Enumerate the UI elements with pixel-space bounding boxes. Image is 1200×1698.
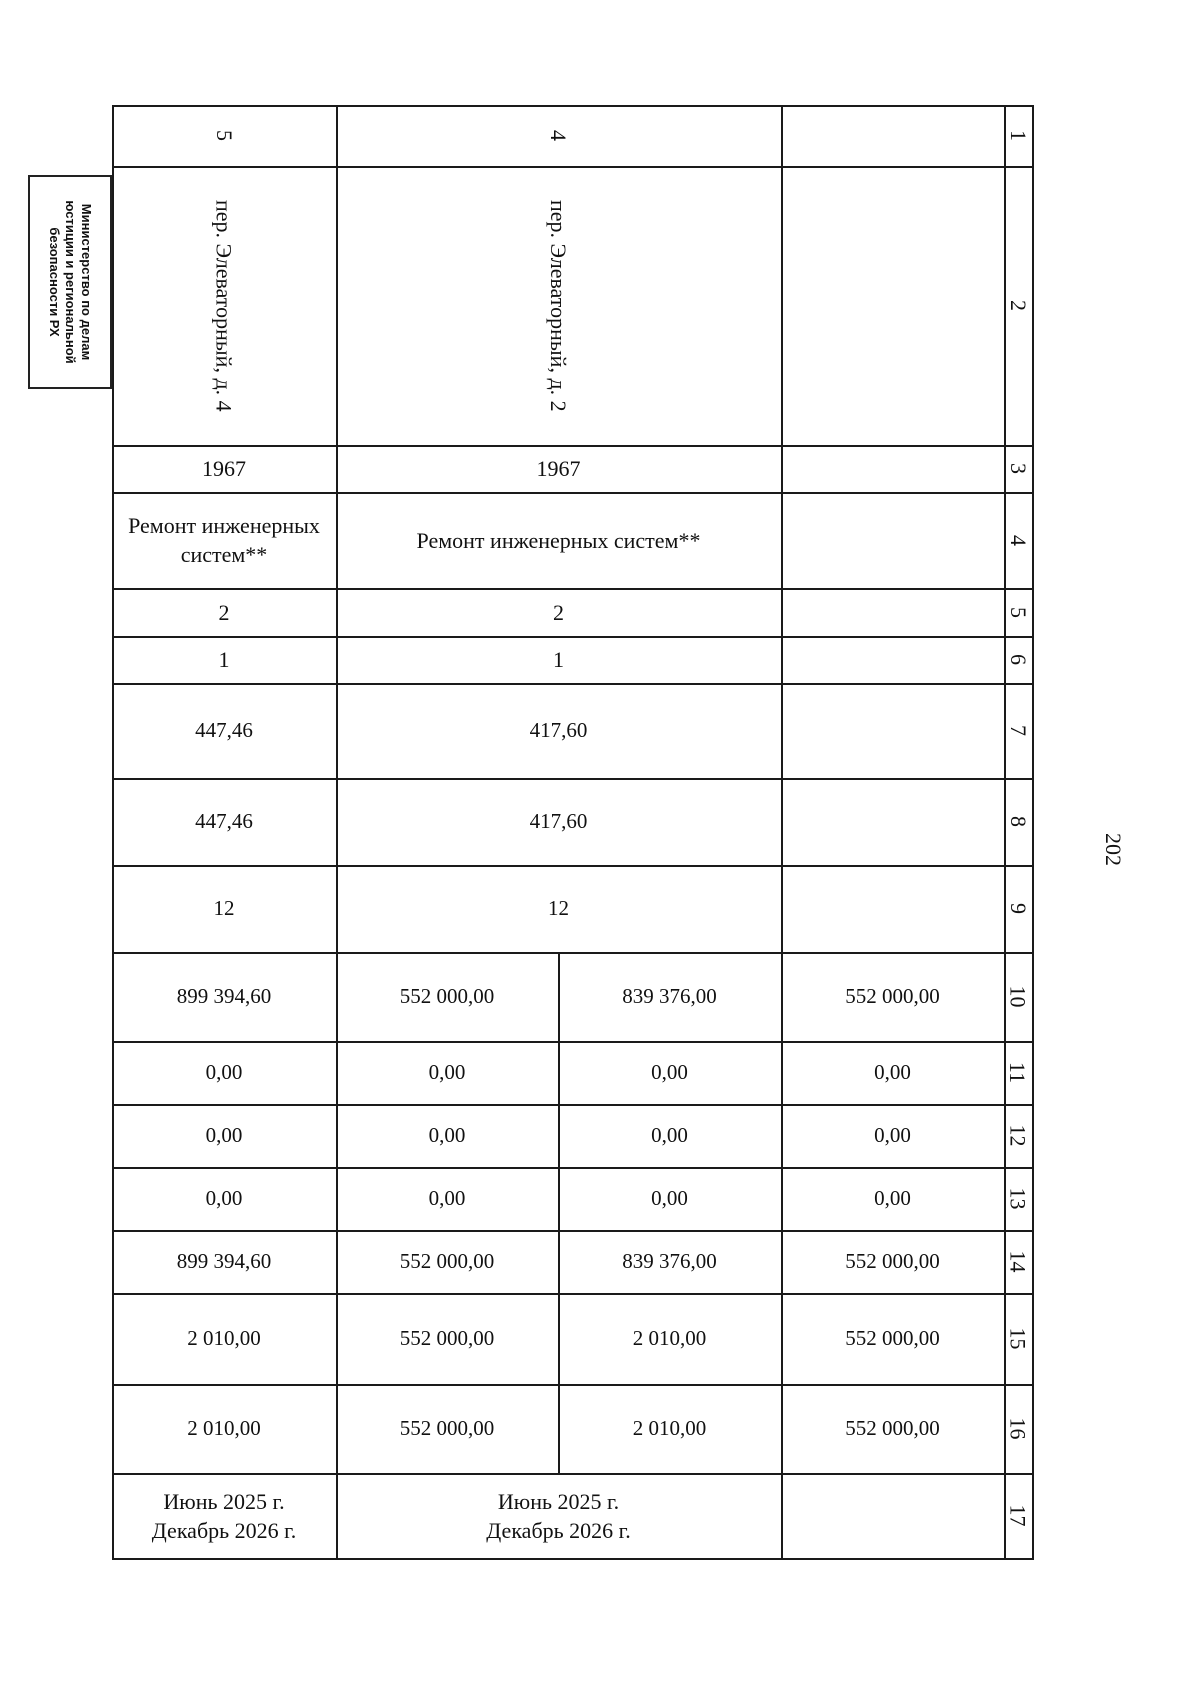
col-number-5: 5: [1005, 606, 1031, 618]
col-a-c7: 447,46: [195, 718, 253, 742]
col-b-left-c13: 0,00: [428, 1186, 466, 1210]
col-number-2: 2: [1005, 300, 1031, 311]
col-b-c17: Июнь 2025 г. Декабрь 2026 г.: [486, 1488, 631, 1543]
col-number-9: 9: [1005, 903, 1031, 914]
col-b-right-c16: 2 010,00: [632, 1416, 707, 1440]
col-number-3: 3: [1005, 463, 1031, 474]
col-a-number: 5: [211, 130, 237, 141]
col-b-left-c14: 552 000,00: [399, 1249, 495, 1273]
col-b-c8: 417,60: [529, 809, 588, 833]
col-c-c14: 552 000,00: [845, 1249, 940, 1273]
col-a-c12: 0,00: [205, 1123, 243, 1147]
col-number-4: 4: [1005, 534, 1031, 546]
stamp-text: Министерство по делам юстиции и региональной безопасности РХ: [47, 200, 94, 364]
col-b-right-c10: 839 376,00: [622, 984, 717, 1008]
col-c-c11: 0,00: [874, 1060, 911, 1084]
col-a-c15: 2 010,00: [187, 1326, 261, 1350]
col-number-7: 7: [1005, 725, 1031, 736]
col-c-c15: 552 000,00: [845, 1326, 940, 1350]
col-a-c16: 2 010,00: [187, 1416, 261, 1440]
col-b-left-c11: 0,00: [428, 1060, 466, 1084]
col-b-right-c14: 839 376,00: [622, 1249, 717, 1273]
col-b-work-type: Ремонт инженерных систем**: [416, 527, 701, 553]
col-number-13: 13: [1005, 1187, 1031, 1210]
col-a-work-type: Ремонт инженерных систем**: [128, 513, 320, 567]
col-b-c6: 1: [553, 647, 564, 672]
data-table: [112, 105, 1034, 1560]
col-b-right-c12: 0,00: [651, 1123, 688, 1147]
ministry-stamp: [28, 175, 112, 389]
col-b-left-c10: 552 000,00: [399, 984, 495, 1008]
col-b-address: пер. Элеваторный, д. 2: [546, 199, 571, 412]
col-b-c7: 417,60: [529, 718, 588, 742]
col-a-c9: 12: [213, 896, 235, 920]
col-c-c13: 0,00: [874, 1186, 911, 1210]
col-number-6: 6: [1005, 654, 1031, 665]
col-c-c10: 552 000,00: [845, 984, 940, 1008]
col-number-1: 1: [1005, 130, 1031, 141]
col-b-number: 4: [546, 130, 571, 141]
col-b-right-c15: 2 010,00: [632, 1326, 707, 1350]
col-a-c10: 899 394,60: [176, 984, 272, 1008]
col-b-year: 1967: [536, 456, 581, 481]
col-a-year: 1967: [202, 456, 246, 481]
col-b-c5: 2: [553, 599, 564, 625]
col-a-address: пер. Элеваторный, д. 4: [211, 199, 237, 412]
col-a-c13: 0,00: [205, 1186, 243, 1210]
col-b-right-c11: 0,00: [651, 1060, 688, 1084]
col-number-17: 17: [1005, 1504, 1031, 1527]
col-b-right-c13: 0,00: [651, 1186, 688, 1210]
col-a-c17: Июнь 2025 г. Декабрь 2026 г.: [151, 1488, 297, 1543]
col-a-c5: 2: [218, 599, 230, 625]
col-number-16: 16: [1005, 1417, 1031, 1440]
col-c-c16: 552 000,00: [845, 1416, 940, 1440]
col-number-8: 8: [1005, 816, 1031, 827]
col-a-c14: 899 394,60: [176, 1249, 272, 1273]
col-a-c8: 447,46: [195, 809, 253, 833]
col-number-14: 14: [1005, 1250, 1031, 1273]
col-a-c11: 0,00: [205, 1060, 243, 1084]
col-number-12: 12: [1005, 1124, 1031, 1147]
page-number: 202: [1101, 833, 1126, 866]
col-number-10: 10: [1005, 985, 1031, 1008]
col-b-c9: 12: [548, 896, 569, 920]
col-number-11: 11: [1005, 1061, 1031, 1084]
col-a-c6: 1: [218, 647, 230, 672]
col-b-left-c16: 552 000,00: [399, 1416, 495, 1440]
col-c-c12: 0,00: [874, 1123, 911, 1147]
col-number-15: 15: [1005, 1327, 1031, 1350]
col-b-left-c12: 0,00: [428, 1123, 466, 1147]
col-b-left-c15: 552 000,00: [399, 1326, 495, 1350]
